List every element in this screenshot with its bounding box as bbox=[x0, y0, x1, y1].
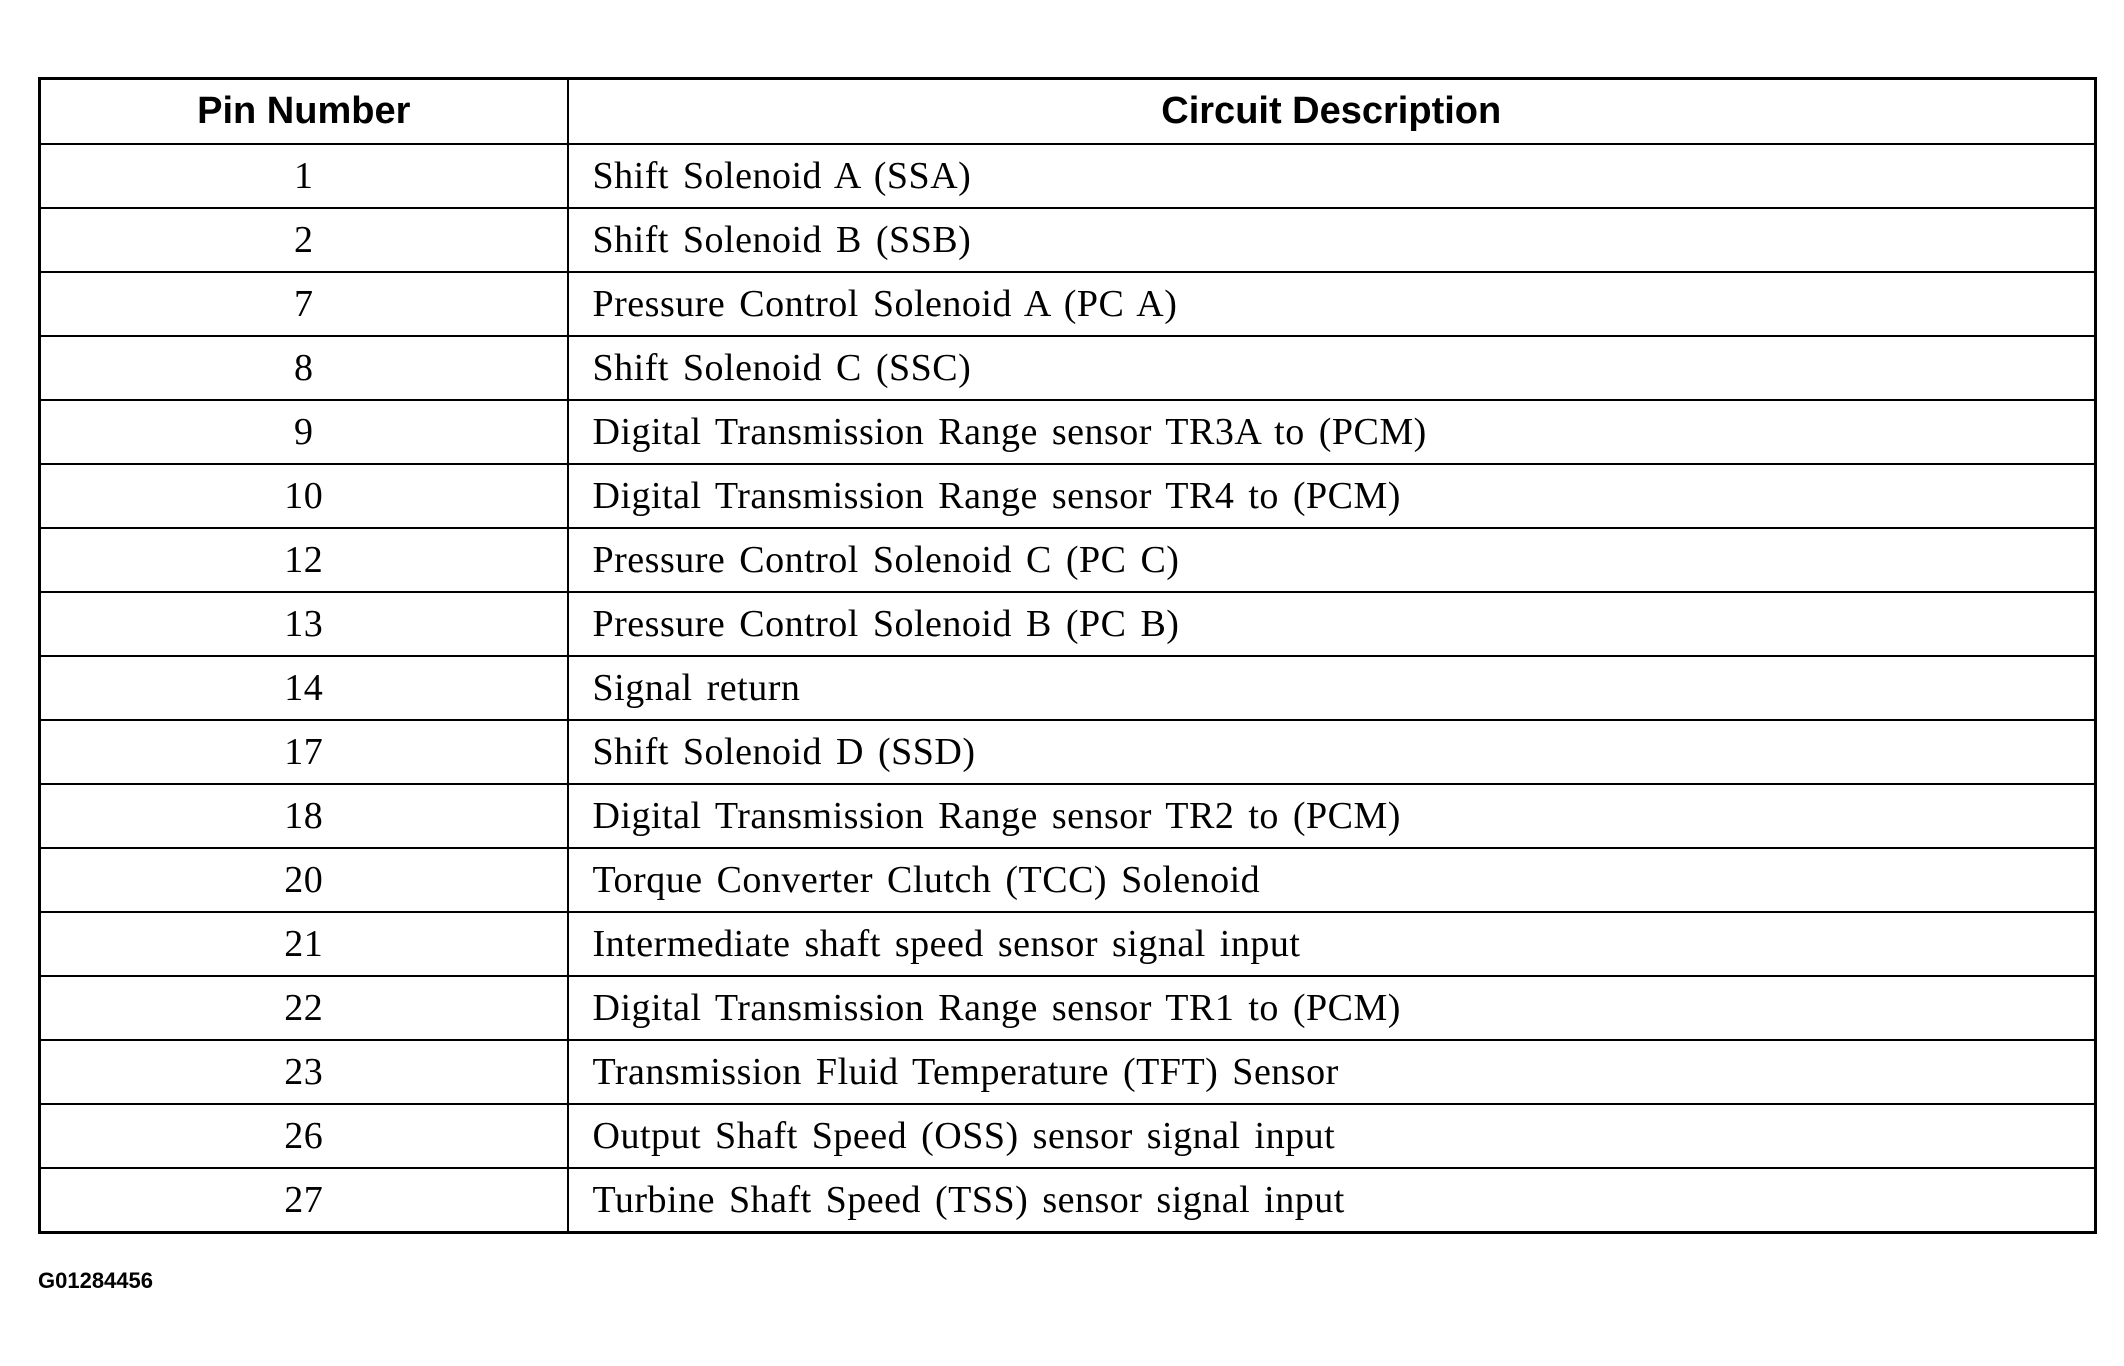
table-row bbox=[40, 976, 2096, 1040]
pin-number-cell: 23 bbox=[40, 1040, 568, 1104]
pin-number-cell: 20 bbox=[40, 848, 568, 912]
table-row bbox=[40, 144, 2096, 208]
header-row bbox=[40, 79, 2096, 145]
pin-number-cell: 2 bbox=[40, 208, 568, 272]
table-row bbox=[40, 1104, 2096, 1168]
circuit-description-cell: Transmission Fluid Temperature (TFT) Sensor bbox=[568, 1040, 2096, 1104]
pin-number-cell: 22 bbox=[40, 976, 568, 1040]
circuit-description-cell: Pressure Control Solenoid B (PC B) bbox=[568, 592, 2096, 656]
circuit-description-cell: Signal return bbox=[568, 656, 2096, 720]
circuit-description-cell: Digital Transmission Range sensor TR1 to (PCM) bbox=[568, 976, 2096, 1040]
pin-number-cell: 9 bbox=[40, 400, 568, 464]
pin-circuit-table bbox=[38, 77, 2097, 1234]
circuit-description-cell: Output Shaft Speed (OSS) sensor signal input bbox=[568, 1104, 2096, 1168]
table-row bbox=[40, 1040, 2096, 1104]
table-row bbox=[40, 528, 2096, 592]
pin-number-cell: 10 bbox=[40, 464, 568, 528]
pin-number-cell: 27 bbox=[40, 1168, 568, 1233]
circuit-description-cell: Torque Converter Clutch (TCC) Solenoid bbox=[568, 848, 2096, 912]
pin-number-cell: 13 bbox=[40, 592, 568, 656]
pin-number-cell: 18 bbox=[40, 784, 568, 848]
table-row bbox=[40, 912, 2096, 976]
pin-number-cell: 21 bbox=[40, 912, 568, 976]
figure-id: G01284456 bbox=[38, 1268, 153, 1293]
circuit-description-header: Circuit Description bbox=[568, 79, 2096, 145]
circuit-description-cell: Pressure Control Solenoid A (PC A) bbox=[568, 272, 2096, 336]
circuit-description-cell: Pressure Control Solenoid C (PC C) bbox=[568, 528, 2096, 592]
table-row bbox=[40, 848, 2096, 912]
pin-number-cell: 8 bbox=[40, 336, 568, 400]
circuit-description-cell: Shift Solenoid A (SSA) bbox=[568, 144, 2096, 208]
circuit-description-cell: Shift Solenoid C (SSC) bbox=[568, 336, 2096, 400]
pin-number-cell: 1 bbox=[40, 144, 568, 208]
circuit-description-cell: Digital Transmission Range sensor TR2 to (PCM) bbox=[568, 784, 2096, 848]
table-row bbox=[40, 1168, 2096, 1233]
table-row bbox=[40, 592, 2096, 656]
table-row bbox=[40, 784, 2096, 848]
table-header bbox=[40, 79, 2096, 145]
circuit-description-cell: Digital Transmission Range sensor TR3A to (PCM) bbox=[568, 400, 2096, 464]
table-row bbox=[40, 656, 2096, 720]
table-row bbox=[40, 336, 2096, 400]
table-row bbox=[40, 720, 2096, 784]
table-row bbox=[40, 400, 2096, 464]
pin-number-cell: 7 bbox=[40, 272, 568, 336]
circuit-description-cell: Turbine Shaft Speed (TSS) sensor signal input bbox=[568, 1168, 2096, 1233]
table-row bbox=[40, 464, 2096, 528]
circuit-description-cell: Digital Transmission Range sensor TR4 to (PCM) bbox=[568, 464, 2096, 528]
table-row bbox=[40, 208, 2096, 272]
pin-number-cell: 14 bbox=[40, 656, 568, 720]
pin-number-cell: 26 bbox=[40, 1104, 568, 1168]
pin-number-cell: 17 bbox=[40, 720, 568, 784]
table-row bbox=[40, 272, 2096, 336]
circuit-description-cell: Shift Solenoid B (SSB) bbox=[568, 208, 2096, 272]
circuit-description-cell: Intermediate shaft speed sensor signal input bbox=[568, 912, 2096, 976]
pin-number-cell: 12 bbox=[40, 528, 568, 592]
table-body bbox=[40, 144, 2096, 1233]
pin-number-header: Pin Number bbox=[40, 79, 568, 145]
circuit-description-cell: Shift Solenoid D (SSD) bbox=[568, 720, 2096, 784]
